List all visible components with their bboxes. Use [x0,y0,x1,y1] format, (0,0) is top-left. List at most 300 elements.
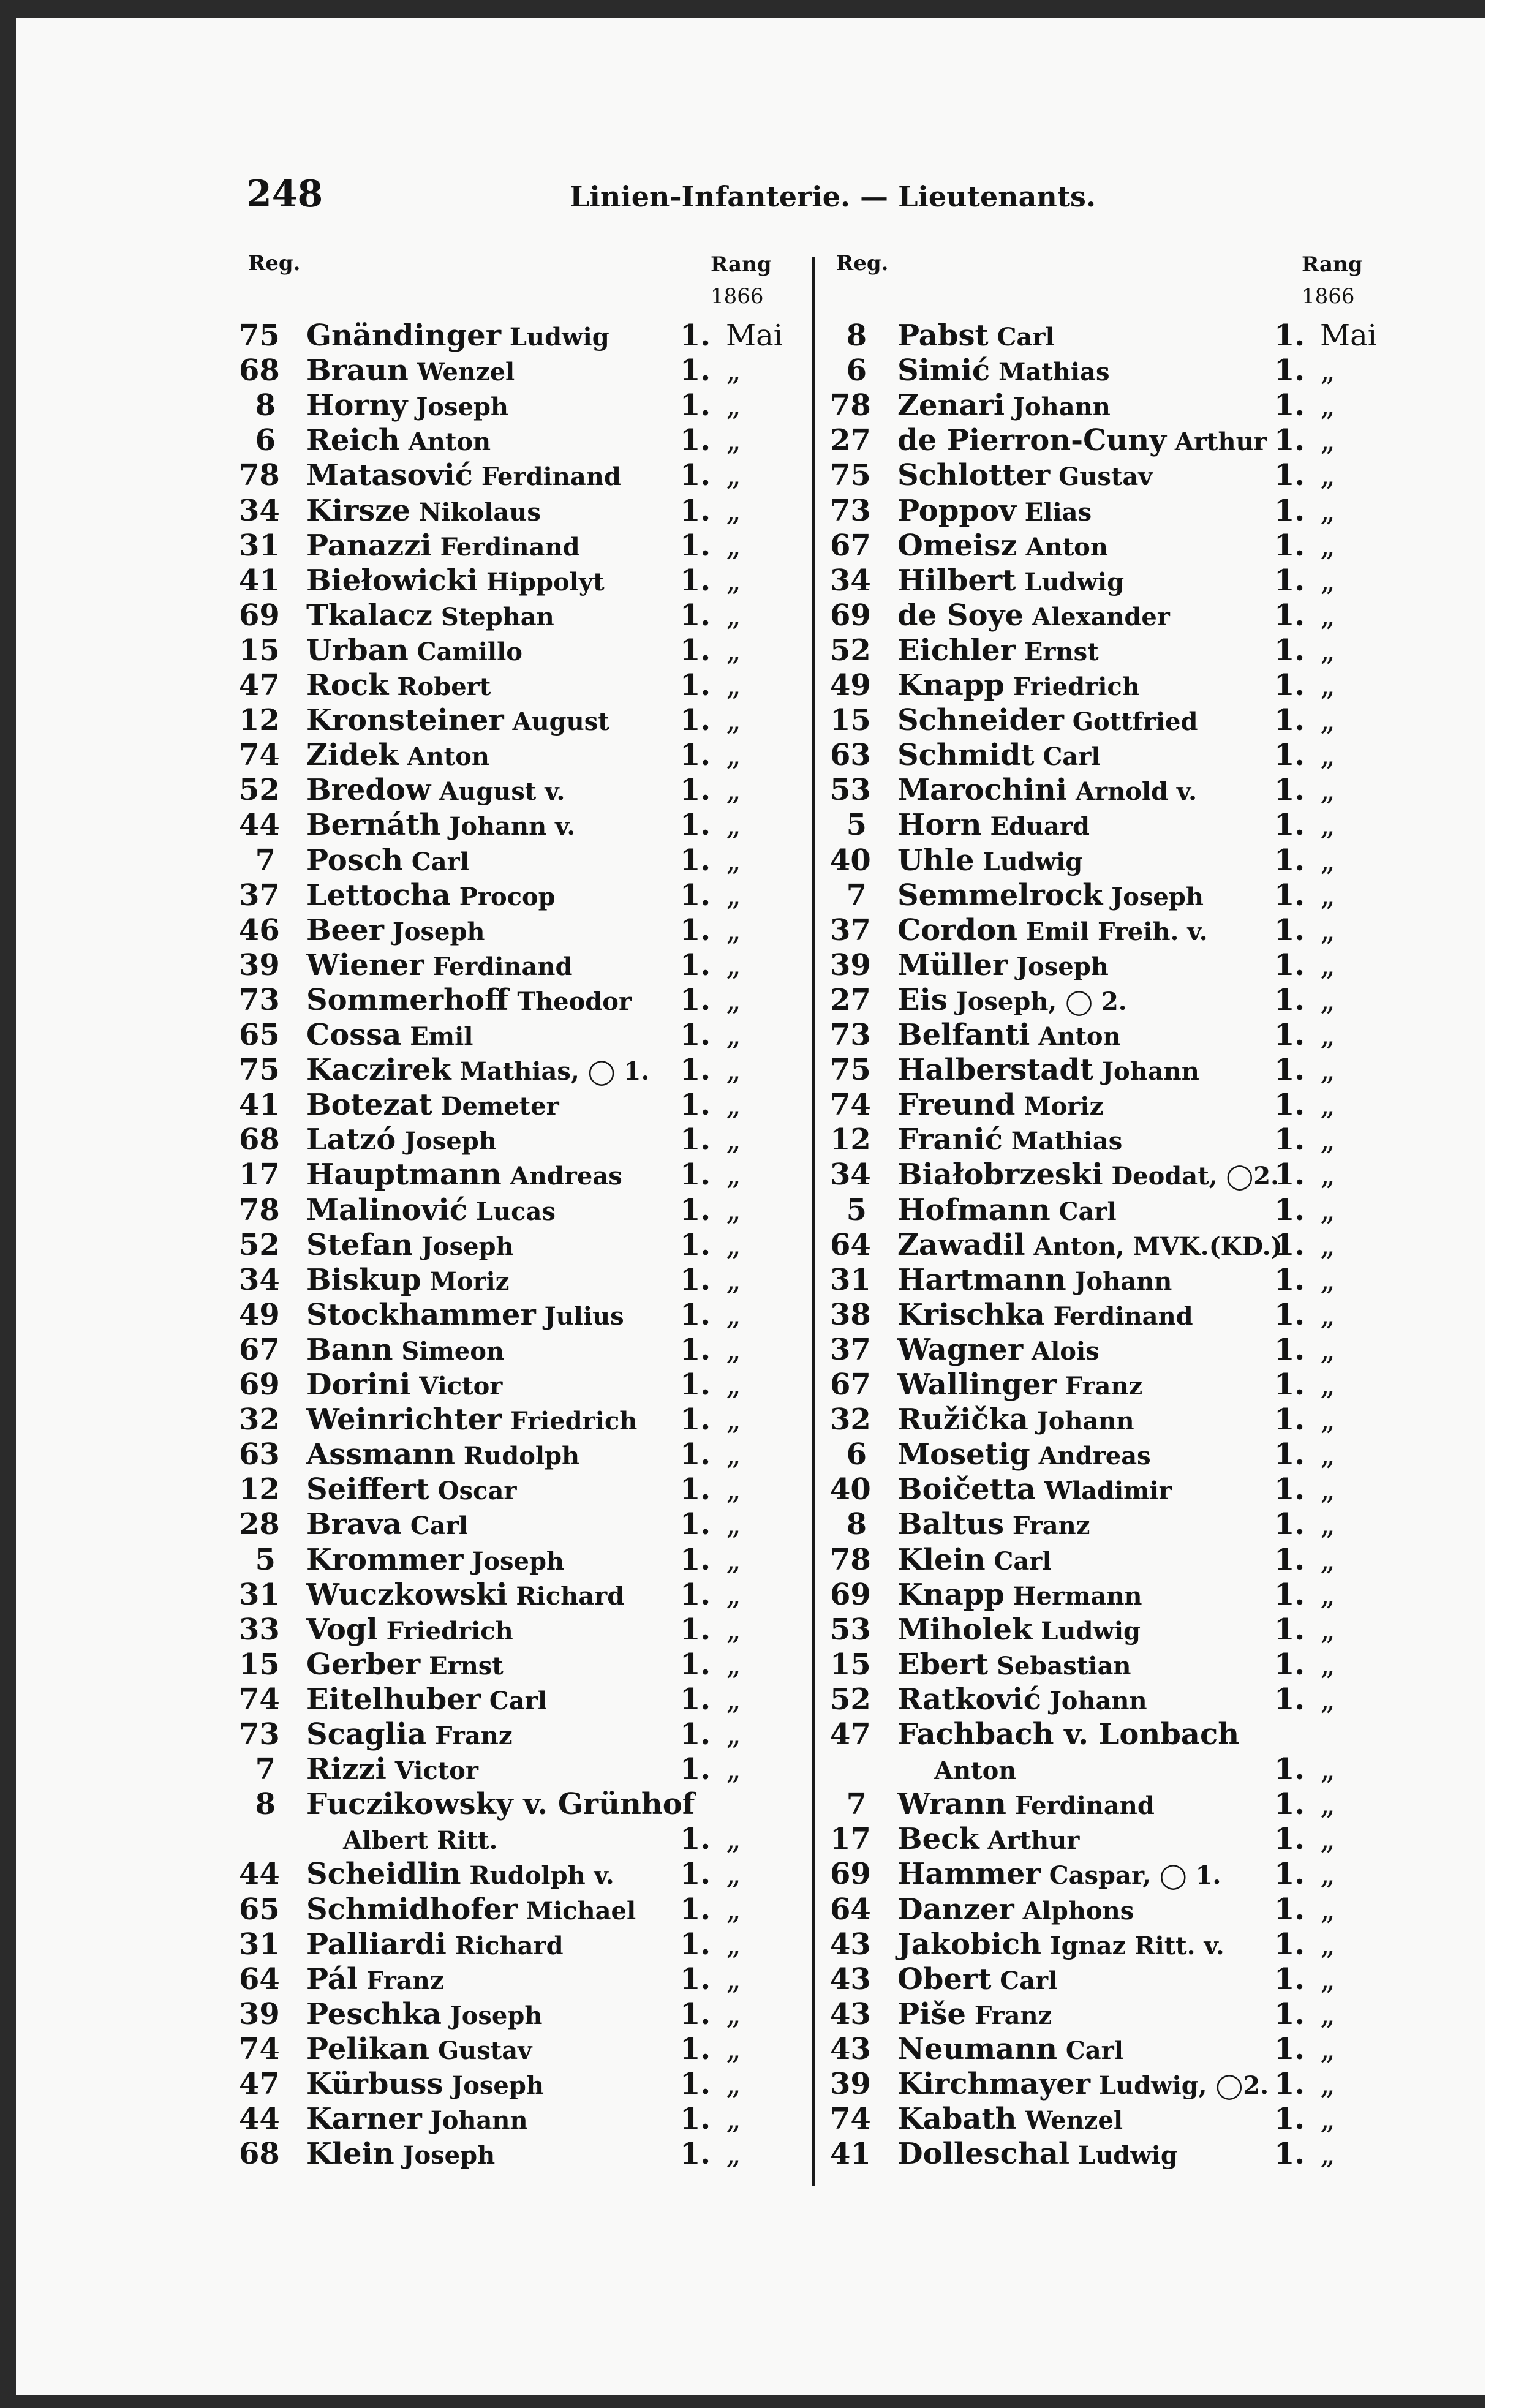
rank-month: „ [1320,1437,1335,1472]
list-item [239,353,790,388]
rank-month: „ [1320,703,1335,738]
officer-name [897,668,1140,704]
regiment-number: 17 [830,1822,871,1857]
given-name: Alphons [1014,1896,1134,1925]
list-item [830,1822,1381,1857]
given-name: Andreas [501,1162,622,1191]
rank-day: 1. [1274,1892,1305,1927]
regiment-number: 73 [830,493,871,528]
officer-name [306,318,609,355]
given-name: Mathias, ◯ 1. [451,1057,650,1086]
officer-name [306,529,580,565]
officer-name [897,1123,1122,1159]
rank-day: 1. [680,1437,711,1472]
regiment-number: 7 [255,1752,276,1787]
regiment-number: 73 [830,1018,871,1052]
regiment-number: 63 [239,1437,280,1472]
regiment-number: 27 [830,423,871,458]
regiment-number: 43 [830,1996,871,2031]
regiment-number: 6 [846,1437,867,1472]
regiment-number: 43 [830,1927,871,1962]
regiment-number: 74 [830,2102,871,2137]
regiment-number: 12 [830,1123,871,1157]
rank-month: „ [1320,808,1335,843]
rank-day: 1. [1274,1157,1305,1192]
list-item [830,1088,1381,1123]
regiment-number: 52 [239,1227,280,1262]
rank-day: 1. [680,1227,711,1262]
officer-name [306,1612,513,1649]
rank-day: 1. [1274,1192,1305,1227]
officer-name [897,353,1109,389]
rank-month: „ [726,1612,741,1647]
rank-month: „ [1320,563,1335,598]
surname: Schmidhofer [306,1892,518,1927]
rank-day: 1. [680,598,711,633]
list-item [239,1578,790,1612]
given-name: Carl [988,323,1055,352]
given-name: Carl [1050,1197,1117,1226]
given-name: Ludwig [500,323,609,352]
officer-name [897,1228,1283,1264]
list-item [830,423,1381,458]
given-name: Wenzel [408,358,515,387]
list-item [830,1263,1381,1298]
surname: Kaczirek [306,1053,451,1088]
rank-month: „ [1320,1507,1335,1542]
list-item [830,388,1381,423]
officer-name [306,2102,528,2138]
rank-month: „ [726,1542,741,1577]
rank-month: „ [726,633,741,668]
given-name: Albert Ritt. [343,1826,498,1856]
surname: Sommerhoff [306,982,509,1017]
rank-day: 1. [680,1192,711,1227]
rank-month: „ [726,1996,741,2031]
given-name: Oscar [429,1477,517,1506]
surname: Zawadil [897,1227,1025,1262]
list-item [830,494,1381,529]
given-name: Procop [450,882,556,911]
list-item [239,423,790,458]
surname: Biskup [306,1262,421,1297]
officer-name [306,1368,502,1404]
rank-month: „ [726,528,741,563]
rank-month: „ [1320,2031,1335,2066]
list-item [239,1018,790,1053]
surname: Krischka [897,1297,1045,1332]
regiment-number: 69 [830,1857,871,1892]
surname: Hartmann [897,1262,1066,1297]
rank-month: „ [1320,738,1335,773]
officer-name [897,1157,1279,1194]
surname: Vogl [306,1612,378,1647]
surname: Semmelrock [897,878,1103,912]
given-name: Demeter [432,1092,559,1121]
rank-day: 1. [680,528,711,563]
list-item [830,773,1381,808]
list-item [830,1647,1381,1682]
given-name: Mathias [990,358,1110,387]
regiment-number: 74 [239,738,280,773]
left-year-header: 1866 [711,284,764,309]
officer-name [897,633,1099,669]
rank-month: „ [1320,1472,1335,1507]
surname: Palliardi [306,1927,447,1962]
rank-day: 1. [1274,1996,1305,2031]
surname: Beer [306,912,384,947]
list-item [830,668,1381,703]
list-item [239,738,790,773]
rank-month: „ [726,947,741,982]
surname: Botezat [306,1088,432,1123]
rank-day: 1. [1274,878,1305,912]
given-name: Carl [1034,742,1101,772]
officer-name [306,983,632,1019]
officer-name [306,1543,564,1579]
list-item [239,2102,790,2137]
rank-month: „ [726,2137,741,2172]
given-name: Franz [1056,1372,1143,1401]
surname: Wrann [897,1787,1006,1822]
regiment-number: 68 [239,353,280,388]
rank-day: 1. [1274,1752,1305,1787]
list-item [830,738,1381,773]
rank-day: 1. [1274,668,1305,702]
surname: Malinović [306,1192,467,1227]
surname: Kirsze [306,493,411,528]
regiment-number: 15 [239,1647,280,1682]
rank-month: „ [726,1157,741,1192]
given-name: Rudolph v. [461,1861,614,1891]
regiment-number: 44 [239,2102,280,2137]
surname: Knapp [897,668,1005,702]
rank-day: 1. [1274,633,1305,668]
given-name: Elias [1016,497,1092,527]
surname: Hilbert [897,563,1016,598]
list-item [830,1717,1381,1752]
regiment-number: 52 [830,633,871,668]
regiment-number: 69 [830,598,871,633]
regiment-number: 34 [239,1262,280,1297]
rank-day: 1. [1274,703,1305,738]
surname: Klein [897,1542,986,1577]
rank-day: 1. [680,1332,711,1367]
officer-name [306,1088,559,1124]
officer-name [306,913,485,949]
officer-name [897,913,1208,949]
list-item [239,1123,790,1157]
rank-day: 1. [680,388,711,423]
regiment-number: 69 [239,1368,280,1402]
list-item [830,1333,1381,1368]
surname: Eitelhuber [306,1682,481,1717]
rank-day: 1. [680,668,711,702]
list-item [830,1892,1381,1927]
rank-day: 1. [680,2137,711,2172]
list-item [239,1263,790,1298]
rank-day: 1. [1274,2137,1305,2172]
regiment-number: 64 [239,1962,280,1996]
rank-month: „ [726,1892,741,1927]
given-name: Friedrich [502,1407,638,1436]
rank-day: 1. [1274,388,1305,423]
regiment-number: 37 [239,878,280,912]
regiment-number: 68 [239,1123,280,1157]
officer-name [306,423,491,459]
given-name: Hermann [1004,1581,1142,1611]
officer-name [897,494,1092,530]
given-name: Franz [358,1966,444,1995]
given-name: Joseph [443,2071,544,2100]
surname: Danzer [897,1892,1014,1927]
surname: Horn [897,808,982,843]
surname: Kirchmayer [897,2067,1090,2101]
given-name: August [504,707,609,737]
officer-name [343,1822,497,1858]
rank-month: „ [726,1752,741,1787]
officer-name [897,598,1170,634]
rank-day: 1. [1274,738,1305,773]
officer-name [897,2137,1178,2173]
given-name: Sebastian [988,1651,1131,1680]
rank-day: 1. [680,1018,711,1052]
list-item [239,1647,790,1682]
surname: Wuczkowski [306,1577,508,1612]
surname: Klein [306,2137,394,2172]
officer-name [897,1437,1151,1473]
left-rang-header: Rang [711,252,772,277]
rank-day: 1. [680,982,711,1017]
regiment-number: 15 [830,1647,871,1682]
list-item [830,1857,1381,1892]
rank-month: „ [1320,773,1335,808]
surname: Assmann [306,1437,455,1472]
rank-day: 1. [1274,1472,1305,1507]
regiment-number: 75 [830,458,871,493]
rank-day: 1. [1274,947,1305,982]
rank-month: „ [726,738,741,773]
officer-name [897,948,1109,984]
surname: Tkalacz [306,598,432,633]
rank-day: 1. [680,1577,711,1612]
given-name: Carl [991,1966,1058,1995]
given-name: Johann v. [440,812,576,841]
given-name: Caspar, ◯ 1. [1040,1861,1221,1891]
regiment-number: 40 [830,843,871,878]
officer-name [306,1053,649,1089]
rank-month: „ [1320,598,1335,633]
regiment-number: 43 [830,1962,871,1996]
rank-month: „ [1320,1297,1335,1332]
rank-day: 1. [680,1123,711,1157]
regiment-number: 8 [846,318,867,353]
regiment-number: 17 [239,1157,280,1192]
officer-name [306,773,565,809]
regiment-number: 73 [239,982,280,1017]
rank-month: „ [726,982,741,1017]
officer-name [897,1927,1224,1963]
rank-day: 1. [1274,1123,1305,1157]
regiment-number: 32 [830,1402,871,1437]
list-item [239,1402,790,1437]
regiment-number: 39 [830,2067,871,2101]
rank-day: 1. [680,843,711,878]
list-item [830,529,1381,563]
given-name: Stephan [432,602,554,631]
officer-name [306,1927,564,1963]
rank-day: 1. [1274,773,1305,808]
surname: Rock [306,668,389,702]
officer-name [306,1507,468,1543]
regiment-number: 69 [830,1577,871,1612]
officer-name [897,1263,1172,1299]
officer-name [306,1263,509,1299]
regiment-number: 34 [239,493,280,528]
given-name: Lucas [467,1197,556,1226]
surname: Franić [897,1123,1003,1157]
regiment-number: 8 [255,388,276,423]
rank-month: „ [726,1332,741,1367]
rank-month: „ [726,1507,741,1542]
given-name: Ferdinand [424,952,573,981]
list-item [239,1472,790,1507]
officer-name [897,2067,1269,2103]
rank-month: „ [1320,2102,1335,2137]
surname: Fachbach v. Lonbach [897,1717,1240,1751]
regiment-number: 78 [830,388,871,423]
rank-day: 1. [680,1857,711,1892]
list-item [830,1228,1381,1263]
rank-month: „ [1320,1262,1335,1297]
given-name: Moriz [421,1266,510,1296]
list-item [239,2032,790,2067]
surname: Schlotter [897,458,1051,493]
officer-name [897,563,1124,600]
rank-day: 1. [1274,1053,1305,1088]
surname: Bann [306,1332,393,1367]
rank-day: 1. [680,1717,711,1751]
officer-name [306,808,575,844]
rank-day: 1. [1274,1402,1305,1437]
officer-name [897,2102,1123,2138]
given-name: Ferdinand [472,462,621,492]
officer-name [897,1682,1147,1718]
list-item [239,1717,790,1752]
officer-name [306,1787,695,1823]
list-item [830,1437,1381,1472]
given-name: Eduard [981,812,1090,841]
rank-month: „ [1320,1192,1335,1227]
rank-day: 1. [680,1088,711,1123]
given-name: Hippolyt [478,567,605,596]
list-item [830,1018,1381,1053]
list-item [239,1997,790,2032]
regiment-number: 78 [239,1192,280,1227]
rank-month: „ [1320,1822,1335,1857]
rank-month: „ [1320,2137,1335,2172]
column-divider [812,257,815,2186]
regiment-number: 6 [255,423,276,458]
surname: Latzó [306,1123,396,1157]
list-item [239,1857,790,1892]
list-item [239,1962,790,1997]
regiment-number: 12 [239,703,280,738]
given-name: Wenzel [1016,2106,1123,2135]
rank-month: „ [1320,1892,1335,1927]
given-name: Anton [398,742,489,772]
officer-name [897,983,1127,1019]
surname: Hammer [897,1857,1041,1892]
rank-day: 1. [680,808,711,843]
list-item [830,1507,1381,1542]
given-name: Gustav [429,2036,532,2065]
list-item [830,1612,1381,1647]
regiment-number: 37 [830,912,871,947]
list-item [239,563,790,598]
rank-month: „ [726,1857,741,1892]
surname: Panazzi [306,528,432,563]
rank-day: 1. [680,1892,711,1927]
regiment-number: 27 [830,982,871,1017]
rank-month: „ [1320,1402,1335,1437]
rank-day: 1. [1274,2067,1305,2101]
rank-month: „ [726,1717,741,1751]
list-item [239,773,790,808]
officer-name [306,948,572,984]
list-item [239,878,790,913]
surname: Baltus [897,1507,1004,1542]
rank-month: „ [726,878,741,912]
officer-name [306,878,556,914]
rank-day: 1. [1274,1822,1305,1857]
right-reg-header: Reg. [836,251,889,276]
list-item [830,318,1381,353]
list-item [830,703,1381,738]
given-name: Simeon [393,1336,505,1366]
surname: Simić [897,353,990,388]
given-name: Arnold v. [1067,777,1198,807]
given-name: Friedrich [1004,672,1140,701]
regiment-number: 7 [846,878,867,912]
list-item [830,1997,1381,2032]
officer-name [897,1193,1117,1229]
given-name: Arthur [979,1826,1080,1856]
list-item [239,1437,790,1472]
list-item [239,703,790,738]
given-name: Carl [401,1511,468,1541]
given-name: Richard [507,1581,625,1611]
list-item [239,1682,790,1717]
rank-month: „ [726,1402,741,1437]
regiment-number: 6 [846,353,867,388]
regiment-number: 63 [830,738,871,773]
list-item [239,913,790,948]
list-item [239,1088,790,1123]
rank-day: 1. [680,1927,711,1962]
rank-day: 1. [1274,1682,1305,1717]
given-name: Ludwig [1016,567,1125,596]
rank-day: 1. [1274,1262,1305,1297]
surname: Zidek [306,738,399,773]
regiment-number: 33 [239,1612,280,1647]
surname: Miholek [897,1612,1033,1647]
regiment-number: 41 [239,563,280,598]
rank-month: „ [726,1368,741,1402]
regiment-number: 52 [830,1682,871,1717]
surname: Boičetta [897,1472,1036,1507]
given-name: Anton [1030,1022,1121,1051]
